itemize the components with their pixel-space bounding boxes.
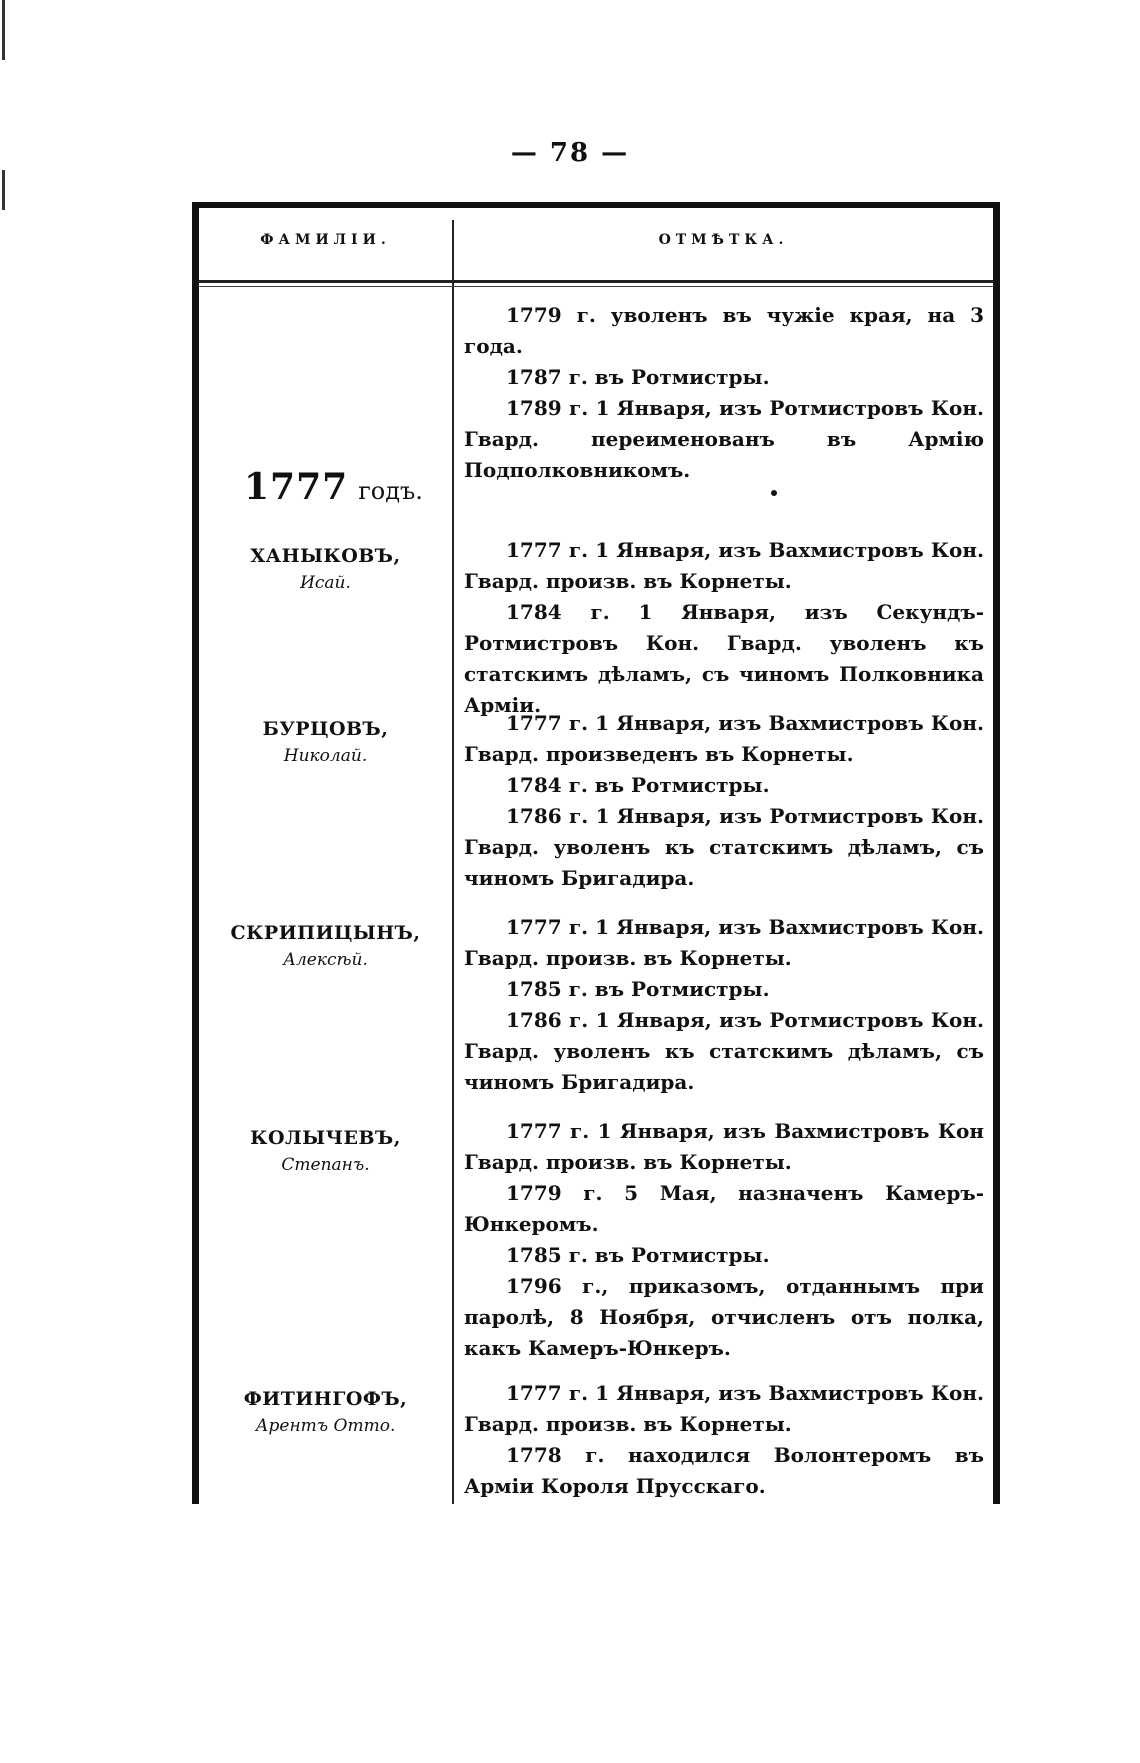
entry-notes [464, 535, 984, 721]
table-right-rule [993, 202, 1000, 1504]
preamble-notes [464, 300, 984, 486]
entry-notes [464, 1116, 984, 1364]
note-line: 1777 г. 1 Января, изъ Вахмистровъ Кон. Гвард. произв. въ Корнеты. [464, 915, 984, 970]
entry-notes [464, 708, 984, 894]
given-name: Исай. [300, 573, 351, 593]
page-number: — 78 — [510, 138, 630, 168]
scan-edge-mark [2, 0, 5, 60]
given-name: Алексѣй. [283, 950, 368, 970]
entry-notes [464, 912, 984, 1098]
note-line: 1779 г. 5 Мая, назначенъ Камеръ-Юнкеромъ. [464, 1181, 984, 1236]
note-line: 1785 г. въ Ротмистры. [506, 1243, 770, 1267]
note-line: 1786 г. 1 Января, изъ Ротмистровъ Кон. Гвард. уволенъ къ статскимъ дѣламъ, съ чиномъ Бригадира. [464, 804, 984, 890]
surname: СКРИПИЦЫНЪ, [230, 922, 421, 944]
surname: ФИТИНГОФЪ, [243, 1388, 408, 1410]
surname: БУРЦОВЪ, [262, 718, 389, 740]
given-name: Николай. [283, 746, 368, 766]
scan-edge-mark [2, 170, 5, 210]
column-header-surnames: ФАМИЛІИ. [260, 232, 391, 248]
surname: ХАНЫКОВЪ, [250, 545, 401, 567]
year-heading [244, 466, 423, 508]
table-left-rule [192, 202, 199, 1504]
note-line: 1777 г. 1 Января, изъ Вахмистровъ Кон. Гвард. произв. въ Корнеты. [464, 538, 984, 593]
entry-name [199, 922, 452, 970]
note-line: 1789 г. 1 Января, изъ Ротмистровъ Кон. Гвард. переименованъ въ Армію Подполковникомъ. [464, 396, 984, 482]
entry-notes [464, 1378, 984, 1502]
note-line: 1787 г. въ Ротмистры. [506, 365, 770, 389]
surname: КОЛЫЧЕВЪ, [250, 1127, 401, 1149]
note-line: 1786 г. 1 Января, изъ Ротмистровъ Кон. Гвард. уволенъ къ статскимъ дѣламъ, съ чиномъ Бригадира. [464, 1008, 984, 1094]
note-line: 1785 г. въ Ротмистры. [506, 977, 770, 1001]
note-line: 1777 г. 1 Января, изъ Вахмистровъ Кон. Гвард. произв. въ Корнеты. [464, 1381, 984, 1436]
entry-name [199, 718, 452, 766]
column-divider [452, 220, 454, 1504]
given-name: Арентъ Отто. [255, 1416, 396, 1436]
note-line: 1784 г. 1 Января, изъ Секундъ-Ротмистровъ Кон. Гвард. уволенъ къ статскимъ дѣламъ, съ чиномъ Полковника Арміи. [464, 600, 984, 717]
stray-dot [771, 490, 777, 496]
year-word: годъ. [358, 477, 423, 505]
header-rule [199, 280, 993, 283]
entry-name [199, 1388, 452, 1436]
note-line: 1777 г. 1 Января, изъ Вахмистровъ Кон Гвард. произв. въ Корнеты. [464, 1119, 984, 1174]
entry-name [199, 545, 452, 593]
note-line: 1784 г. въ Ротмистры. [506, 773, 770, 797]
given-name: Степанъ. [281, 1155, 370, 1175]
table-top-rule [192, 202, 1000, 208]
note-line: 1779 г. уволенъ въ чужіе края, на 3 года. [464, 303, 984, 358]
note-line: 1796 г., приказомъ, отданнымъ при паролѣ, 8 Ноября, отчисленъ отъ полка, какъ Камеръ-Юнкеръ. [464, 1274, 984, 1360]
note-line: 1778 г. находился Волонтеромъ въ Арміи Короля Прусскаго. [464, 1443, 984, 1498]
header-rule-thin [199, 286, 993, 287]
note-line: 1777 г. 1 Января, изъ Вахмистровъ Кон. Гвард. произведенъ въ Корнеты. [464, 711, 984, 766]
column-header-notes: ОТМѢТКА. [658, 232, 789, 248]
entry-name [199, 1127, 452, 1175]
year-number: 1777 [244, 466, 349, 508]
